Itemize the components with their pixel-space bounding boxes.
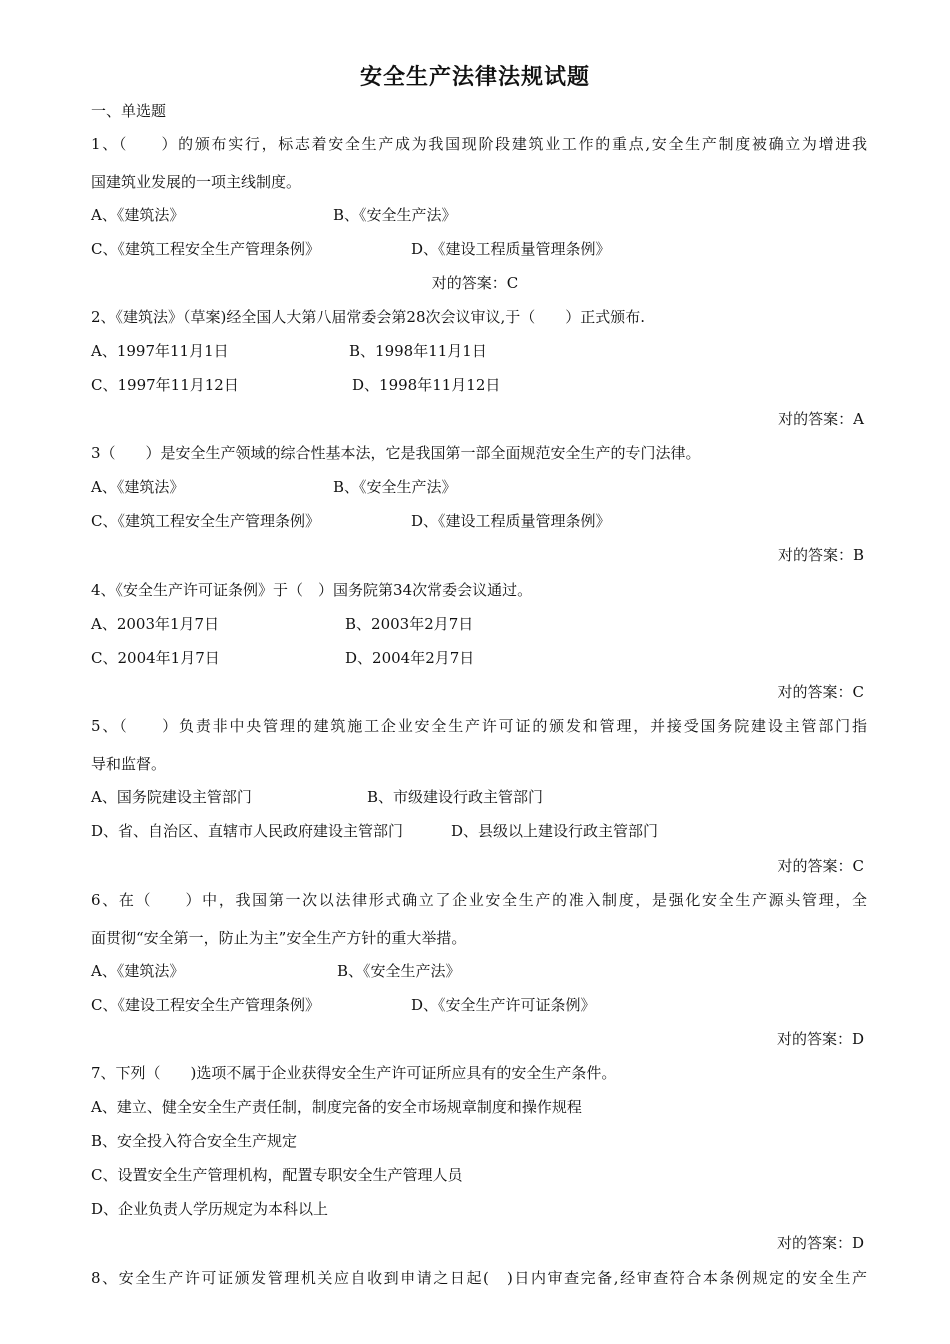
q5-option-b: B、市级建设行政主管部门 xyxy=(367,788,544,806)
q3-option-c: C、《建筑工程安全生产管理条例》 xyxy=(91,512,320,530)
q5-option-c: D、省、自治区、直辖市人民政府建设主管部门 xyxy=(91,822,404,840)
q5-option-a: A、国务院建设主管部门 xyxy=(91,788,252,806)
q4-option-c: C、2004年1月7日 xyxy=(91,649,220,667)
q2-answer: 对的答案：A xyxy=(778,410,864,428)
q7-option-b: B、安全投入符合安全生产规定 xyxy=(91,1132,298,1150)
q7-option-a: A、建立、健全安全生产责任制，制度完备的安全市场规章制度和操作规程 xyxy=(91,1098,582,1116)
q6-option-a: A、《建筑法》 xyxy=(91,962,185,980)
q3-option-a: A、《建筑法》 xyxy=(91,478,185,496)
q4-option-b: B、2003年2月7日 xyxy=(345,615,474,633)
q6-option-b: B、《安全生产法》 xyxy=(337,962,461,980)
q6-option-c: C、《建设工程安全生产管理条例》 xyxy=(91,996,320,1014)
question-5-text-cont: 导和监督。 xyxy=(91,755,167,773)
q1-answer: 对的答案：C xyxy=(431,274,519,292)
q5-option-d: D、县级以上建设行政主管部门 xyxy=(451,822,659,840)
q1-option-a: A、《建筑法》 xyxy=(91,206,185,224)
q4-option-a: A、2003年1月7日 xyxy=(91,615,220,633)
q7-answer: 对的答案：D xyxy=(776,1234,864,1252)
q2-option-a: A、1997年11月1日 xyxy=(91,342,229,360)
section-heading: 一、单选题 xyxy=(91,102,167,120)
question-8-text: 8、安全生产许可证颁发管理机关应自收到申请之日起( )日内审查完备,经审查符合本条例规定的安全生产 xyxy=(91,1269,867,1287)
q4-option-d: D、2004年2月7日 xyxy=(345,649,475,667)
q7-option-d: D、企业负责人学历规定为本科以上 xyxy=(91,1200,329,1218)
question-1-text-cont: 国建筑业发展的一项主线制度。 xyxy=(91,173,302,191)
question-7-text: 7、下列（ )选项不属于企业获得安全生产许可证所应具有的安全生产条件。 xyxy=(91,1064,617,1082)
q1-option-c: C、《建筑工程安全生产管理条例》 xyxy=(91,240,320,258)
document-title: 安全生产法律法规试题 xyxy=(359,64,590,90)
q6-answer: 对的答案：D xyxy=(776,1030,864,1048)
q1-option-d: D、《建设工程质量管理条例》 xyxy=(411,240,611,258)
q3-option-d: D、《建设工程质量管理条例》 xyxy=(411,512,611,530)
q2-option-c: C、1997年11月12日 xyxy=(91,376,239,394)
q5-answer: 对的答案：C xyxy=(777,857,864,875)
question-6-text: 6、在（ ）中，我国第一次以法律形式确立了企业安全生产的准入制度，是强化安全生产源头管理，全 xyxy=(91,891,867,909)
q2-option-d: D、1998年11月12日 xyxy=(352,376,501,394)
question-1-text: 1、（ ）的颁布实行，标志着安全生产成为我国现阶段建筑业工作的重点,安全生产制度被确立为增进我 xyxy=(91,135,867,153)
q2-option-b: B、1998年11月1日 xyxy=(349,342,487,360)
question-3-text: 3（ ）是安全生产领域的综合性基本法，它是我国第一部全面规范安全生产的专门法律。 xyxy=(91,444,701,462)
q1-option-b: B、《安全生产法》 xyxy=(333,206,457,224)
q7-option-c: C、设置安全生产管理机构，配置专职安全生产管理人员 xyxy=(91,1166,463,1184)
question-5-text: 5、（ ）负责非中央管理的建筑施工企业安全生产许可证的颁发和管理，并接受国务院建设主管部门指 xyxy=(91,717,867,735)
q4-answer: 对的答案：C xyxy=(777,683,864,701)
question-2-text: 2、《建筑法》（草案)经全国人大第八届常委会第28次会议审议,于（ ）正式颁布. xyxy=(91,308,646,326)
q3-option-b: B、《安全生产法》 xyxy=(333,478,457,496)
question-4-text: 4、《安全生产许可证条例》于（ ）国务院第34次常委会议通过。 xyxy=(91,581,533,599)
q3-answer: 对的答案：B xyxy=(777,546,864,564)
q6-option-d: D、《安全生产许可证条例》 xyxy=(411,996,596,1014)
question-6-text-cont: 面贯彻“安全第一，防止为主”安全生产方针的重大举措。 xyxy=(91,929,467,947)
